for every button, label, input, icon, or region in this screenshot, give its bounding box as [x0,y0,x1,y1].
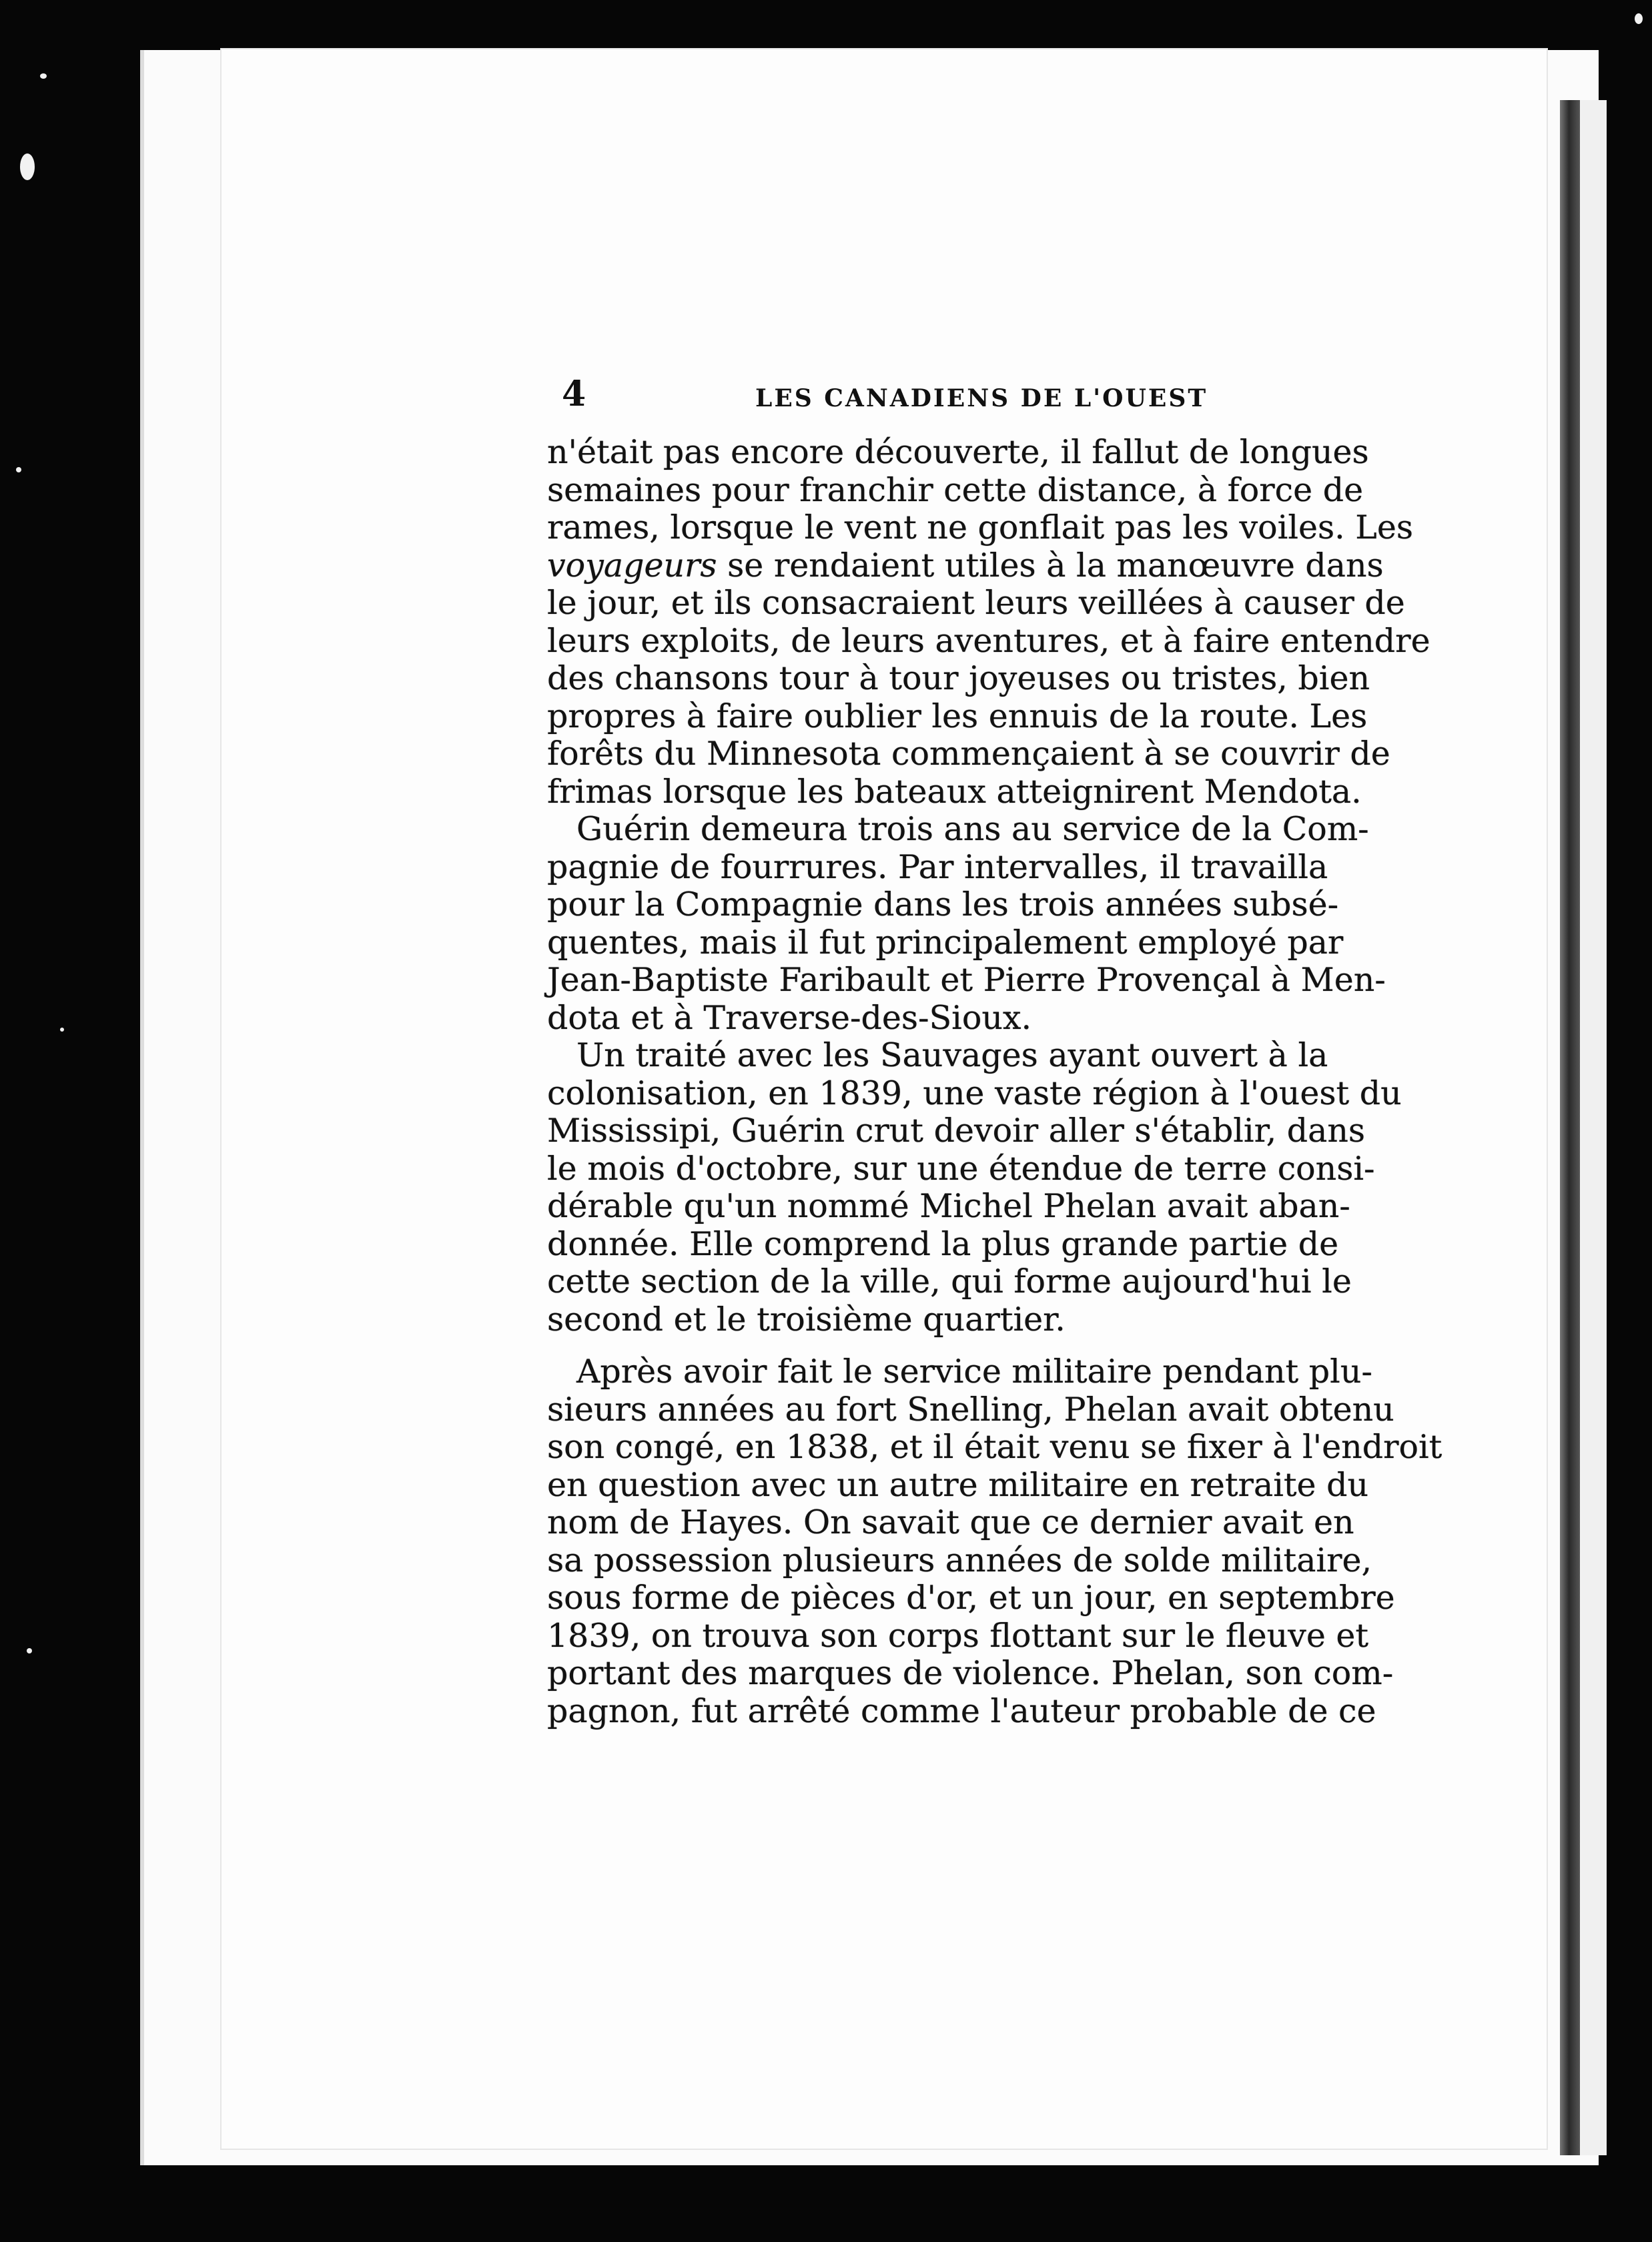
body-text [547,433,1442,1730]
text-line: des chansons tour à tour joyeuses ou tristes, bien [547,659,1370,697]
text-line: semaines pour franchir cette distance, à force de [547,470,1364,509]
running-title: LES CANADIENS DE L'OUEST [755,384,1208,412]
dust-speck [20,153,35,180]
paragraph-gap [547,1339,1308,1353]
text-line: leurs exploits, de leurs aventures, et à faire entendre [547,621,1430,660]
italic-word: voyageurs [547,546,717,585]
dust-speck [60,1028,64,1032]
text-line: portant des marques de violence. Phelan, son com- [547,1654,1394,1692]
text-line: forêts du Minnesota commençaient à se couvrir de [547,735,1390,773]
text-line: 1839, on trouva son corps flottant sur le fleuve et [547,1616,1369,1655]
text-line: le jour, et ils consacraient leurs veillées à causer de [547,584,1405,622]
paragraph [547,433,1430,811]
text-line: pagnie de fourrures. Par intervalles, il travailla [547,847,1328,886]
text-line: Guérin demeura trois ans au service de la Com- [576,810,1369,848]
page-header [562,374,1652,420]
text-line: frimas lorsque les bateaux atteignirent Mendota. [547,772,1362,811]
text-line: sieurs années au fort Snelling, Phelan avait obtenu [547,1390,1394,1429]
dust-speck [16,467,21,472]
text-line: le mois d'octobre, sur une étendue de terre consi- [547,1149,1375,1188]
text-line: pagnon, fut arrêté comme l'auteur probable de ce [547,1692,1376,1730]
text-line: nom de Hayes. On savait que ce dernier avait en [547,1503,1354,1541]
paragraph [547,810,1386,1037]
text-line: rames, lorsque le vent ne gonflait pas les voiles. Les [547,508,1413,546]
text-line: sous forme de pièces d'or, et un jour, en septembre [547,1579,1395,1617]
paragraph [547,1353,1442,1730]
text-line: n'était pas encore découverte, il fallut de longues [547,433,1369,471]
text-line: cette section de la ville, qui forme aujourd'hui le [547,1262,1352,1300]
text-line: sa possession plusieurs années de solde militaire, [547,1541,1372,1579]
text-line: voyageurs se rendaient utiles à la manœuvre dans [547,546,1384,585]
text-line: son congé, en 1838, et il était venu se fixer à l'endroit [547,1428,1442,1466]
page-number: 4 [562,374,586,414]
text-line: pour la Compagnie dans les trois années subsé- [547,885,1339,923]
text-line: Mississipi, Guérin crut devoir aller s'établir, dans [547,1112,1366,1150]
text-line: donnée. Elle comprend la plus grande partie de [547,1224,1339,1263]
dust-speck [1635,13,1643,24]
dust-speck [40,73,47,79]
text-line: Après avoir fait le service militaire pendant plu- [576,1353,1372,1391]
text-line: dérable qu'un nommé Michel Phelan avait aban- [547,1187,1350,1225]
text-line: Jean-Baptiste Faribault et Pierre Provençal à Men- [547,961,1386,999]
text-line: dota et à Traverse-des-Sioux. [547,998,1032,1037]
dust-speck [27,1648,32,1653]
text-line: quentes, mais il fut principalement employé par [547,923,1344,962]
text-line: Un traité avec les Sauvages ayant ouvert à la [576,1036,1328,1074]
text-line: colonisation, en 1839, une vaste région à l'ouest du [547,1074,1402,1112]
text-line: en question avec un autre militaire en retraite du [547,1465,1369,1504]
text-line: second et le troisième quartier. [547,1300,1066,1339]
text-line: propres à faire oublier les ennuis de la route. Les [547,697,1368,735]
paragraph [547,1036,1402,1339]
